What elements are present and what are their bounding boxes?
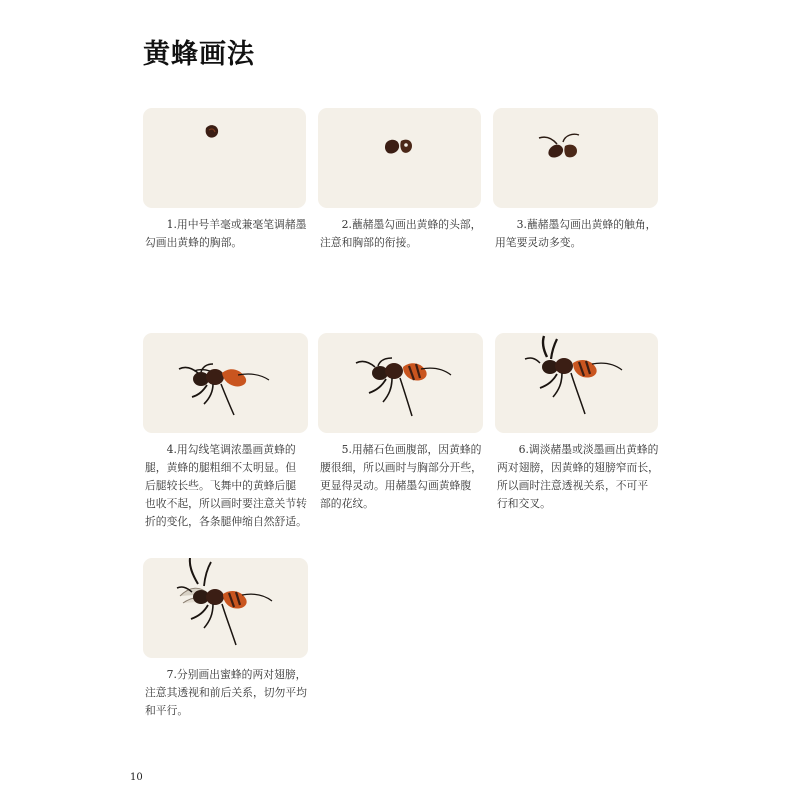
step-1-painting bbox=[143, 108, 306, 208]
step-1-caption: 1.用中号羊毫或兼毫笔调赭墨 勾画出黄蜂的胸部。 bbox=[145, 218, 307, 249]
step-6-caption: 6.调淡赭墨或淡墨画出黄蜂的 两对翅膀，因黄蜂的翅膀窄而长， 所以画时注意透视关系，不可平 行和交叉。 bbox=[497, 443, 659, 510]
wasp-wings-ink bbox=[525, 336, 622, 414]
wasp-head-thorax-ink bbox=[385, 140, 412, 154]
wasp-thorax-ink bbox=[206, 125, 218, 138]
wasp-legs-ink bbox=[179, 364, 269, 415]
page-title: 黄蜂画法 bbox=[143, 39, 255, 70]
step-4-painting bbox=[143, 333, 308, 433]
wasp-antennae-ink bbox=[539, 134, 579, 157]
wasp-abdomen-ink bbox=[356, 358, 451, 416]
step-6-painting bbox=[495, 333, 658, 433]
step-7-caption: 7.分别画出蜜蜂的两对翅膀， 注意其透视和前后关系，切勿平均 和平行。 bbox=[145, 668, 307, 717]
step-5-painting bbox=[318, 333, 483, 433]
step-2-caption: 2.蘸赭墨勾画出黄蜂的头部， 注意和胸部的衔接。 bbox=[320, 218, 482, 249]
step-2-painting bbox=[318, 108, 481, 208]
step-4-caption: 4.用勾线笔调浓墨画黄蜂的 腿，黄蜂的腿粗细不太明显。但 后腿较长些。飞舞中的黄蜂后腿 也收不起，所以画时要注意关节转 折的变化，各条腿伸缩自然舒适。 bbox=[145, 443, 307, 528]
step-3-caption: 3.蘸赭墨勾画出黄蜂的触角， 用笔要灵动多变。 bbox=[495, 218, 657, 249]
wasp-complete-ink bbox=[177, 558, 272, 645]
step-7-painting bbox=[143, 558, 308, 658]
step-5-caption: 5.用赭石色画腹部，因黄蜂的 腰很细，所以画时与胸部分开些， 更显得灵动。用赭墨勾画黄蜂腹 部的花纹。 bbox=[320, 443, 482, 510]
page-number: 10 bbox=[130, 772, 143, 783]
step-3-painting bbox=[493, 108, 658, 208]
